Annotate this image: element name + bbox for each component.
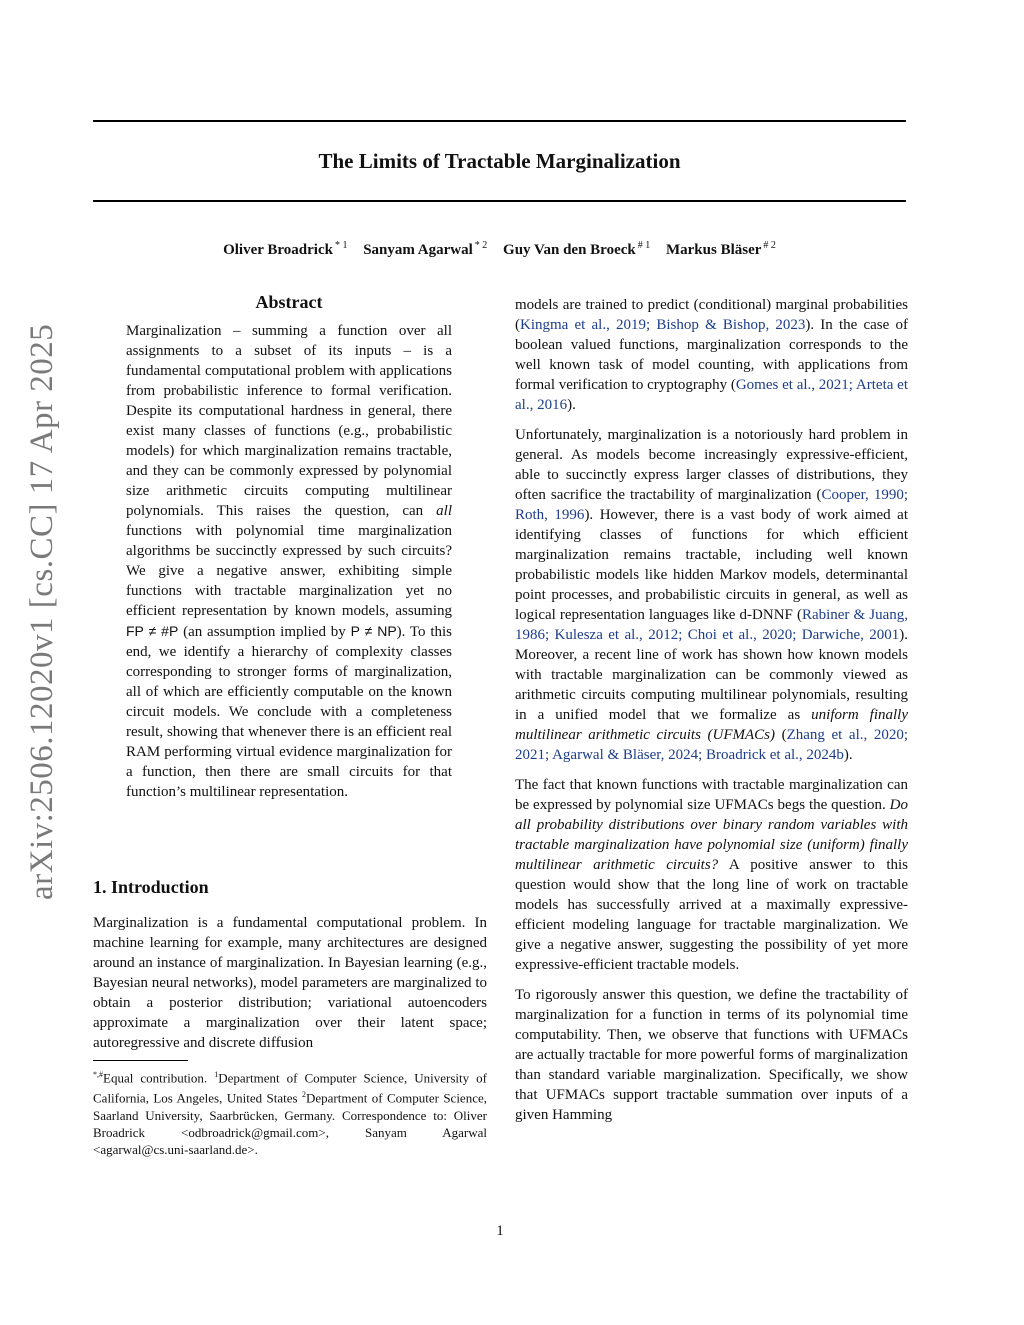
right-column <box>515 295 908 1125</box>
section-heading-introduction: 1. Introduction <box>93 877 209 897</box>
footnote-rule <box>93 1060 188 1061</box>
arxiv-identifier: arXiv:2506.12020v1 [cs.CC] 17 Apr 2025 <box>24 323 60 900</box>
citation-link[interactable]: Kingma et al., 2019; Bishop & Bishop, 2023 <box>520 317 806 333</box>
paper-title: The Limits of Tractable Marginalization <box>318 149 681 173</box>
paragraph: models are trained to predict (conditional) marginal probabilities (Kingma et al., 2019; Bishop & Bishop, 2023). In the case of boolean valued functions, marginalization corresponds to the well known task of model counting, with applications from formal verification to cryptography (Gomes et al., 2021; Arteta et al., 2016). <box>515 297 908 413</box>
author: Sanyam Agarwal $^{* 2}$ <box>363 240 488 258</box>
author: Markus Bläser $^{\# 2}$ <box>665 240 776 258</box>
citation-link[interactable]: Cooper, 1990; Roth, 1996 <box>515 487 908 523</box>
citation-link[interactable]: Zhang et al., 2020; 2021; Agarwal & Bläser, 2024; Broadrick et al., 2024b <box>515 727 909 763</box>
paragraph: To rigorously answer this question, we define the tractability of marginalization for a function in terms of its polynomial time computability. Then, we observe that functions with UFMACs are actually tractable for more powerful forms of marginalization than standard variable marginalization. Specifically, we show that UFMACs support tractable summation over inputs of a given Hamming <box>515 987 908 1123</box>
author: Guy Van den Broeck $^{\# 1}$ <box>503 240 651 258</box>
footnote: *,#Equal contribution. $^1$Department of Computer Science, University of California, Los Angeles, United States $^2$Department of Computer Science, Saarland University, Saarbrücken, Germany. Correspondence to: Oliver Broadrick <odbroadrick@gmail.com>, Sanyam Agarwal <agarwal@cs.uni-saarland.de>. <box>93 1070 487 1157</box>
abstract-heading: Abstract <box>255 292 323 312</box>
author: Oliver Broadrick $^{* 1}$ <box>223 240 348 258</box>
abstract-body: Marginalization – summing a function over all assignments to a subset of its inputs – is a fundamental computational problem with applications from probabilistic inference to formal verification. Despite its computational hardness in general, there exist many classes of functions (e.g., probabilistic models) for which marginalization remains tractable, and they can be commonly expressed by polynomial size arithmetic circuits computing multilinear polynomials. This raises the question, can all functions with polynomial time marginalization algorithms be succinctly expressed by such circuits? We give a negative answer, exhibiting simple functions with tractable marginalization yet no efficient representation by known models, assuming FP ≠ #P (an assumption implied by P ≠ NP). To this end, we identify a hierarchy of complexity classes corresponding to stronger forms of marginalization, all of which are efficiently computable on the known circuit models. We conclude with a completeness result, showing that whenever there is an efficient real RAM performing virtual evidence marginalization for a function, then there are small circuits for that function’s multilinear representation. <box>126 323 452 800</box>
author-list <box>93 236 906 260</box>
citation-link[interactable]: Gomes et al., 2021; Arteta et al., 2016 <box>515 377 908 413</box>
paragraph: The fact that known functions with tractable marginalization can be expressed by polynomial size UFMACs begs the question. Do all probability distributions over binary random variables with tractable marginalization have polynomial size (uniform) finally multilinear arithmetic circuits? A positive answer to this question would show that the long line of work on tractable models has successfully arrived at a maximally expressive-efficient modeling language for tractable marginalization. We give a negative answer, suggesting the possibility of yet more expressive-efficient tractable models. <box>515 777 908 973</box>
title-rule-top <box>93 120 906 122</box>
title-rule-bottom <box>93 200 906 202</box>
citation-link[interactable]: Rabiner & Juang, 1986; Kulesza et al., 2012; Choi et al., 2020; Darwiche, 2001 <box>515 607 908 643</box>
paragraph: Unfortunately, marginalization is a notoriously hard problem in general. As models become increasingly expressive-efficient, able to succinctly express larger classes of distributions, they often sacrifice the tractability of marginalization (Cooper, 1990; Roth, 1996). However, there is a vast body of work aimed at identifying classes of functions for which efficient marginalization remains tractable, including well known probabilistic models like hidden Markov models, determinantal point processes, and probabilistic circuits in general, as well as logical representation languages like d-DNNF (Rabiner & Juang, 1986; Kulesza et al., 2012; Choi et al., 2020; Darwiche, 2001). Moreover, a recent line of work has shown how known models with tractable marginalization can be commonly viewed as arithmetic circuits computing multilinear polynomials, resulting in a unified model that we formalize as uniform finally multilinear arithmetic circuits (UFMACs) (Zhang et al., 2020; 2021; Agarwal & Bläser, 2024; Broadrick et al., 2024b). <box>515 427 909 763</box>
introduction-paragraph: Marginalization is a fundamental computational problem. In machine learning for example, many architectures are designed around an instance of marginalization. In Bayesian learning (e.g., Bayesian neural networks), model parameters are marginalized to obtain a posterior distribution; variational autoencoders approximate a marginalization over their latent space; autoregressive and discrete diffusion <box>93 915 487 1051</box>
page-number: 1 <box>496 1223 504 1239</box>
